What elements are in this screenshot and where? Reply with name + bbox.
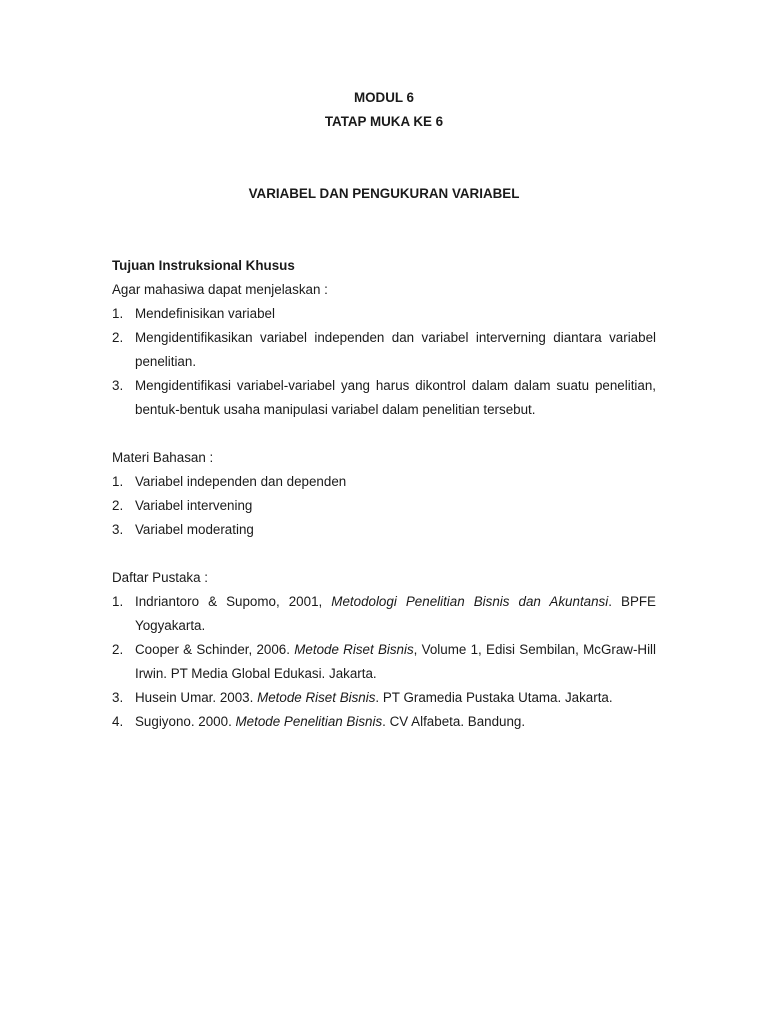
list-number: 3.	[112, 522, 124, 537]
list-item	[112, 518, 656, 542]
list-number: 4.	[112, 714, 124, 729]
reference-author: Indriantoro & Supomo, 2001,	[135, 594, 332, 609]
objectives-section	[112, 254, 656, 422]
list-number: 3.	[112, 690, 124, 705]
list-number: 2.	[112, 642, 124, 657]
reference-title: Metodologi Penelitian Bisnis dan Akuntansi	[331, 594, 609, 609]
session-label: TATAP MUKA KE 6	[324, 114, 444, 129]
reference-publisher: , Volume 1, Edisi Sembilan, McGraw-Hill Irwin. PT Media Global Edukasi. Jakarta.	[135, 642, 656, 681]
reference-author: Sugiyono. 2000.	[135, 714, 236, 729]
reference-title: Metode Riset Bisnis	[257, 690, 376, 705]
reference-item	[112, 590, 656, 638]
list-item	[112, 470, 656, 494]
reference-item	[112, 710, 656, 734]
reference-item	[112, 638, 656, 686]
list-item-text: Mendefinisikan variabel	[135, 306, 275, 321]
reference-author: Husein Umar. 2003.	[135, 690, 258, 705]
document-title: VARIABEL DAN PENGUKURAN VARIABEL	[248, 186, 520, 201]
references-heading: Daftar Pustaka :	[112, 570, 209, 585]
objectives-list	[112, 302, 656, 422]
list-number: 1.	[112, 594, 124, 609]
objectives-heading: Tujuan Instruksional Khusus	[112, 258, 295, 273]
module-label: MODUL 6	[353, 90, 415, 105]
reference-publisher: . BPFE Yogyakarta.	[135, 594, 656, 633]
spacer	[112, 422, 656, 446]
list-number: 2.	[112, 330, 124, 345]
list-number: 2.	[112, 498, 124, 513]
list-item-text: Mengidentifikasikan variabel independen dan variabel interverning diantara variabel penelitian.	[135, 330, 656, 369]
materials-section	[112, 446, 656, 542]
materials-list	[112, 470, 656, 542]
list-item-text: Variabel moderating	[135, 522, 254, 537]
list-item	[112, 494, 656, 518]
spacer	[112, 542, 656, 566]
list-item	[112, 302, 656, 326]
reference-publisher: . CV Alfabeta. Bandung.	[382, 714, 526, 729]
reference-publisher: . PT Gramedia Pustaka Utama. Jakarta.	[375, 690, 613, 705]
reference-author: Cooper & Schinder, 2006.	[135, 642, 295, 657]
objectives-intro: Agar mahasiwa dapat menjelaskan :	[112, 282, 328, 297]
references-section	[112, 566, 656, 734]
references-list	[112, 590, 656, 734]
list-item	[112, 374, 656, 422]
list-item-text: Mengidentifikasi variabel-variabel yang harus dikontrol dalam dalam suatu penelitian, bentuk-bentuk usaha manipulasi variabel dalam penelitian tersebut.	[135, 378, 656, 417]
list-number: 1.	[112, 474, 124, 489]
reference-title: Metode Penelitian Bisnis	[235, 714, 383, 729]
list-number: 3.	[112, 378, 124, 393]
reference-title: Metode Riset Bisnis	[294, 642, 414, 657]
list-item-text: Variabel independen dan dependen	[135, 474, 347, 489]
materials-heading: Materi Bahasan :	[112, 450, 214, 465]
list-number: 1.	[112, 306, 124, 321]
list-item-text: Variabel intervening	[135, 498, 253, 513]
list-item	[112, 326, 656, 374]
reference-item	[112, 686, 656, 710]
document-body	[112, 254, 656, 734]
